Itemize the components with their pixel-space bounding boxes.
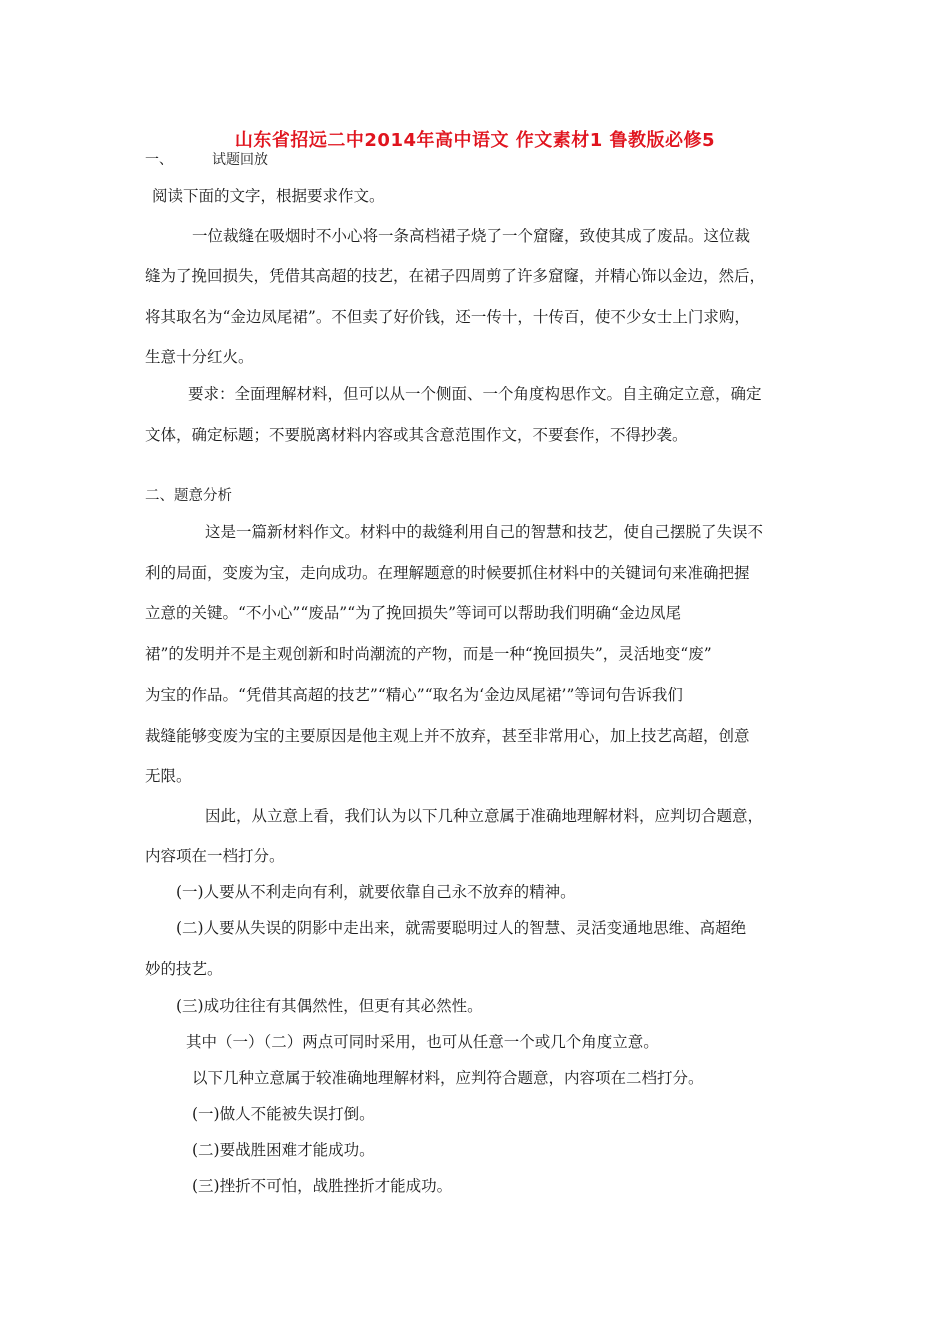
therefore-line: 内容项在一档打分。 (145, 847, 285, 865)
note-line: 其中（一）（二）两点可同时采用，也可从任意一个或几个角度立意。 (186, 1033, 659, 1051)
therefore-line: 因此，从立意上看，我们认为以下几种立意属于准确地理解材料，应判切合题意， (205, 807, 764, 825)
analysis-line: 利的局面，变废为宝，走向成功。在理解题意的时候要抓住材料中的关键词句来准确把握 (145, 564, 750, 582)
section1-heading: 试题回放 (212, 152, 268, 168)
analysis-line: 为宝的作品。“凭借其高超的技艺”“精心”“取名为‘金边凤尾裙’”等词句告诉我们 (145, 686, 683, 704)
document-title: 山东省招远二中2014年高中语文 作文素材1 鲁教版必修5 (234, 130, 716, 151)
second-tier-item: (一)做人不能被失误打倒。 (192, 1105, 375, 1123)
analysis-line: 裙”的发明并不是主观创新和时尚潮流的产物，而是一种“挽回损失”，灵活地变“废” (145, 645, 712, 663)
first-tier-item: (三)成功往往有其偶然性，但更有其必然性。 (176, 997, 483, 1015)
first-tier-item: (二)人要从失误的阴影中走出来，就需要聪明过人的智慧、灵活变通地思维、高超绝 (176, 919, 747, 937)
second-tier-item: (二)要战胜困难才能成功。 (192, 1141, 375, 1159)
analysis-line: 这是一篇新材料作文。材料中的裁缝利用自己的智慧和技艺，使自己摆脱了失误不 (205, 523, 764, 541)
intro-instruction: 阅读下面的文字，根据要求作文。 (152, 187, 385, 205)
story-line: 生意十分红火。 (145, 348, 254, 366)
requirement-line: 要求：全面理解材料，但可以从一个侧面、一个角度构思作文。自主确定立意，确定 (188, 385, 762, 403)
analysis-line: 立意的关键。“不小心”“废品”“为了挽回损失”等词可以帮助我们明确“金边凤尾 (145, 604, 681, 622)
story-line: 一位裁缝在吸烟时不小心将一条高档裙子烧了一个窟窿，致使其成了废品。这位裁 (192, 227, 751, 245)
analysis-line: 裁缝能够变废为宝的主要原因是他主观上并不放弃，甚至非常用心，加上技艺高超，创意 (145, 727, 750, 745)
section1-number: 一、 (145, 152, 173, 168)
requirement-line: 文体，确定标题；不要脱离材料内容或其含意范围作文，不要套作，不得抄袭。 (145, 426, 688, 444)
story-line: 将其取名为“金边凤尾裙”。不但卖了好价钱，还一传十，十传百，使不少女士上门求购， (145, 308, 750, 326)
second-tier-item: (三)挫折不可怕，战胜挫折才能成功。 (192, 1177, 453, 1195)
analysis-line: 无限。 (145, 767, 192, 785)
second-tier-intro: 以下几种立意属于较准确地理解材料，应判符合题意，内容项在二档打分。 (192, 1069, 704, 1087)
first-tier-item: 妙的技艺。 (145, 960, 223, 978)
first-tier-item: (一)人要从不利走向有利，就要依靠自己永不放弃的精神。 (176, 883, 576, 901)
section2-heading: 二、题意分析 (145, 488, 232, 504)
story-line: 缝为了挽回损失，凭借其高超的技艺，在裙子四周剪了许多窟窿，并精心饰以金边，然后， (145, 267, 766, 285)
